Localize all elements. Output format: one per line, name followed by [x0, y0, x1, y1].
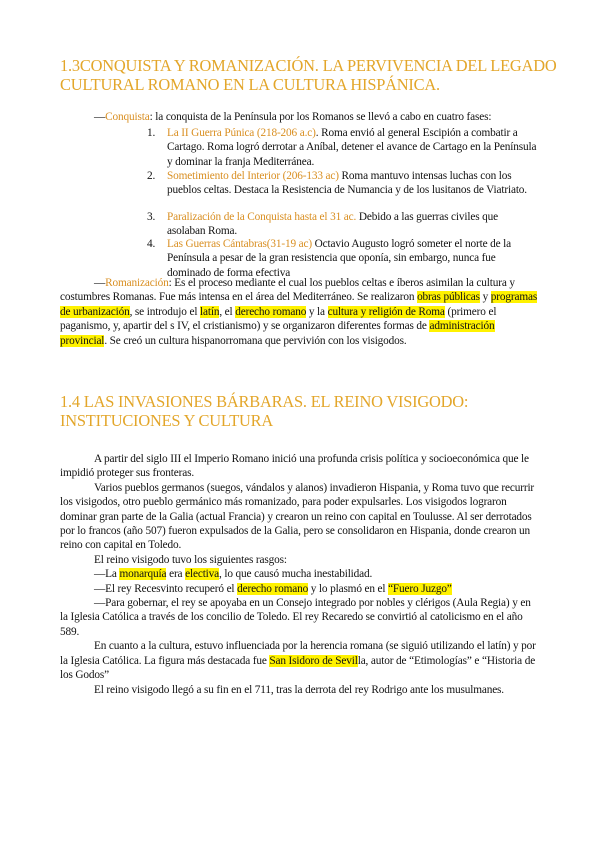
text-run: y la	[306, 305, 328, 318]
text-run: , el	[219, 305, 236, 318]
phase-text: Debido a las guerras civiles que asolaban Roma.	[167, 211, 499, 238]
phase-text: Octavio Augusto logró someter el norte de la Península a pesar de la gran resistencia que oponía, sin embargo, nunca fue dominado de forma efectiva	[167, 238, 512, 279]
highlight-obras-publicas: obras públicas	[417, 291, 480, 304]
section-heading-visigodos: 1.4 LAS INVASIONES BÁRBARAS. EL REINO VISIGODO: INSTITUCIONES Y CULTURA	[60, 392, 469, 430]
text-run: —El rey Recesvinto recuperó el	[94, 582, 238, 595]
highlight-derecho-romano: derecho romano	[235, 305, 307, 318]
phase-text: Roma mantuvo intensas luchas con los pueblos celtas. Destaca la Resistencia de Numancia y de los lusitanos de Viatriato.	[167, 170, 527, 197]
text-run: la, autor de “Etimologías” e “Historia de los Godos”	[60, 654, 536, 682]
phase-title: Sometimiento del Interior (206-133 ac)	[167, 170, 339, 182]
dash: —	[94, 277, 106, 289]
text-run: (primero el paganismo, y, apartir del s IV, el cristianismo) y se organizaron diferentes formas de	[60, 305, 497, 333]
text-run: . Se creó un cultura hispanorromana que pervivión con los visigodos.	[104, 334, 407, 347]
paragraph: El reino visigodo tuvo los siguientes rasgos:	[94, 553, 287, 566]
list-number: 1.	[147, 127, 156, 139]
text-run: : Es el proceso mediante el cual los pueblos celtas e íberos asimilan la cultura y costumbres Romanas. Fue más intensa en el área del Mediterráneo. Se realizaron	[60, 277, 515, 304]
list-number: 2.	[147, 170, 156, 182]
list-item	[147, 210, 537, 239]
text-run: , se introdujo el	[129, 305, 200, 318]
phase-title: Las Guerras Cántabras(31-19 ac)	[167, 238, 312, 250]
list-item	[147, 169, 537, 198]
text-run: y lo plasmó en el	[308, 582, 389, 595]
highlight-fuero-juzgo: “Fuero Juzgo”	[388, 582, 452, 595]
paragraph: El reino visigodo llegó a su fin en el 711, tras la derrota del rey Rodrigo ante los musulmanes.	[94, 683, 504, 696]
highlight-administracion: administración provincial	[60, 320, 495, 347]
visigodos-body	[60, 452, 538, 697]
paragraph: A partir del siglo III el Imperio Romano inició una profunda crisis política y socioeconómica que le impidió proteger sus fronteras.	[60, 453, 529, 480]
term-conquista: Conquista	[105, 111, 150, 123]
list-item	[147, 237, 537, 280]
list-item	[147, 126, 537, 169]
text-run: En cuanto a la cultura, estuvo influenciada por la herencia romana (se siguió utilizando el latín) y por la Iglesia Católica. La figura más destacada fue	[60, 640, 536, 667]
highlight-san-isidoro: San Isidoro de Sevil	[269, 654, 358, 667]
list-number: 4.	[147, 238, 156, 250]
list-number: 3.	[147, 211, 156, 223]
text-run: y	[479, 291, 491, 304]
highlight-derecho-romano: derecho romano	[237, 582, 309, 595]
highlight-latin: latín	[199, 305, 220, 318]
term-romanizacion: Romanización	[105, 277, 169, 289]
paragraph: Varios pueblos germanos (suegos, vándalos y alanos) invadieron Hispania, y Roma tuvo que recurrir los visigodos, otro pueblo germánico más romanizado, para poder expulsarles. Los visigodos lograron dominar gran parte de la Galia (actual Francia) y crearon un reino con capital en Toulusse. Al ser derrotados por lo francos (año 507) fueron expulsados de la Galia, pero se consolidaron en Hispania, donde crearon un reino con capital en Toledo.	[60, 481, 535, 552]
trait-gobierno: —Para gobernar, el rey se apoyaba en un Consejo integrado por nobles y clérigos (Aula Regia) y en la Iglesia Católica a través de los concilio de Toledo. El rey Recaredo se convirtió al catolicismo en el año 589.	[60, 597, 531, 638]
paragraph-cultura	[60, 639, 538, 682]
trait-derecho	[60, 582, 538, 596]
phase-title: La II Guerra Púnica (218-206 a.c)	[167, 127, 316, 139]
trait-monarquia	[60, 567, 538, 581]
section-heading-conquista: 1.3CONQUISTA Y ROMANIZACIÓN. LA PERVIVENCIA DEL LEGADO CULTURAL ROMANO EN LA CULTURA HISPÁNICA.	[60, 56, 557, 94]
phase-text: . Roma envió al general Escipión a combatir a Cartago. Roma logró derrotar a Aníbal, detener el avance de Cartago en la Península y dominar la franja Mediterránea.	[167, 127, 537, 168]
highlight-urbanizacion: programas de urbanización	[60, 291, 538, 318]
phase-title: Paralización de la Conquista hasta el 31 ac.	[167, 211, 357, 223]
highlight-electiva: electiva	[185, 568, 220, 581]
text-run: , lo que causó mucha inestabilidad.	[219, 568, 373, 581]
text-run: —La	[94, 568, 120, 581]
romanizacion-paragraph	[60, 276, 538, 348]
highlight-cultura-religion: cultura y religión de Roma	[327, 305, 445, 318]
intro-text: : la conquista de la Península por los Romanos se llevó a cabo en cuatro fases:	[149, 111, 492, 123]
conquista-intro	[94, 110, 534, 124]
text-run: era	[166, 568, 186, 581]
highlight-monarquia: monarquía	[119, 568, 167, 581]
dash: —	[94, 111, 106, 123]
